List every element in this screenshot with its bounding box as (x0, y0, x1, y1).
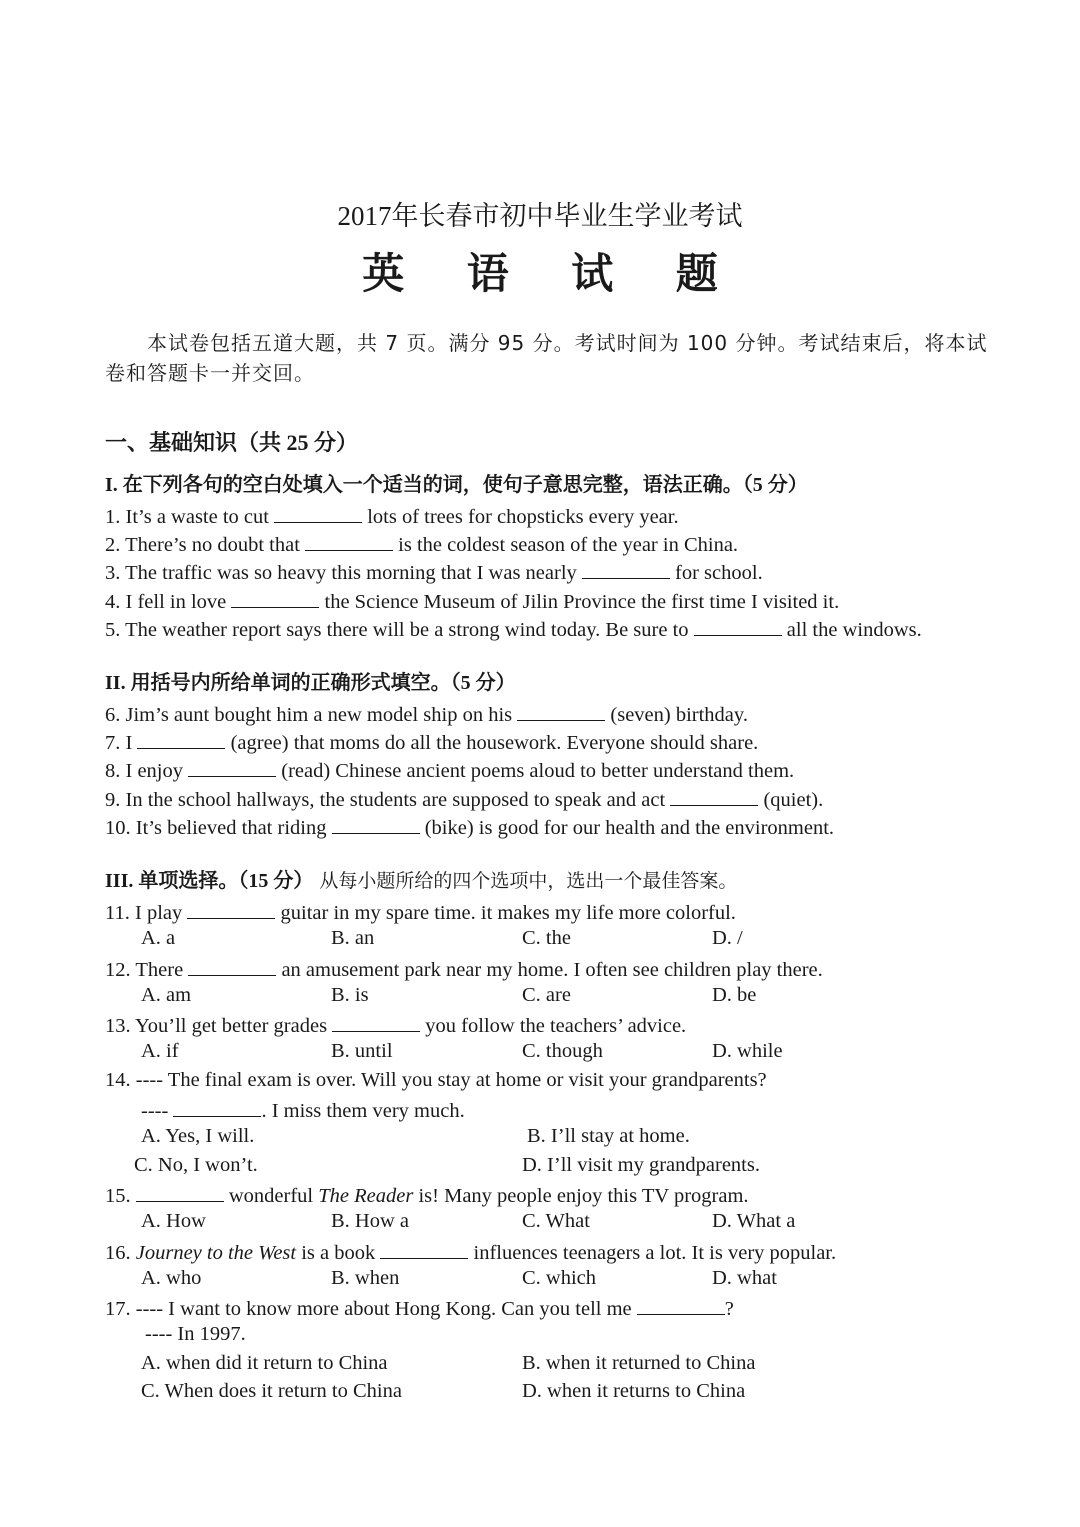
option-14-c[interactable]: C. No, I won’t. (134, 1154, 258, 1176)
option-12-d[interactable]: D. be (712, 984, 757, 1006)
option-15-a[interactable]: A. How (141, 1210, 206, 1232)
answer-blank[interactable] (670, 787, 758, 806)
question-14: 14. ---- The final exam is over. Will you stay at home or visit your grandparents? (105, 1069, 767, 1091)
answer-blank[interactable] (332, 1013, 420, 1032)
question-6: 6. Jim’s aunt bought him a new model ship on his (seven) birthday. (105, 704, 748, 726)
option-13-d[interactable]: D. while (712, 1040, 783, 1062)
option-17-c[interactable]: C. When does it return to China (141, 1380, 402, 1402)
exam-title: 2017年长春市初中毕业生学业考试 (337, 201, 743, 231)
answer-blank[interactable] (517, 702, 605, 721)
question-13: 13. You’ll get better grades you follow the teachers’ advice. (105, 1015, 687, 1037)
answer-blank[interactable] (188, 758, 276, 777)
question-12: 12. There an amusement park near my home. I often see children play there. (105, 959, 823, 981)
option-14-d[interactable]: D. I’ll visit my grandparents. (522, 1154, 760, 1176)
question-2: 2. There’s no doubt that is the coldest season of the year in China. (105, 534, 739, 556)
question-1: 1. It’s a waste to cut lots of trees for chopsticks every year. (105, 506, 679, 528)
answer-blank[interactable] (231, 589, 319, 608)
answer-blank[interactable] (380, 1240, 468, 1259)
question-17-reply: ---- In 1997. (145, 1323, 246, 1345)
option-11-d[interactable]: D. / (712, 927, 743, 949)
option-15-b[interactable]: B. How a (331, 1210, 410, 1232)
option-12-c[interactable]: C. are (522, 984, 571, 1006)
subject-title: 英 语 试 题 (362, 252, 744, 298)
part-1-heading: I. 在下列各句的空白处填入一个适当的词，使句子意思完整，语法正确。（5 分） (105, 474, 808, 496)
question-7: 7. I (agree) that moms do all the housework. Everyone should share. (105, 732, 759, 754)
question-3: 3. The traffic was so heavy this morning that I was nearly for school. (105, 562, 763, 584)
option-14-b[interactable]: B. I’ll stay at home. (527, 1125, 690, 1147)
option-16-a[interactable]: A. who (141, 1267, 202, 1289)
option-15-c[interactable]: C. What (522, 1210, 590, 1232)
answer-blank[interactable] (274, 504, 362, 523)
option-17-a[interactable]: A. when did it return to China (141, 1352, 388, 1374)
answer-blank[interactable] (637, 1296, 725, 1315)
option-17-b[interactable]: B. when it returned to China (522, 1352, 756, 1374)
intro-line-2: 卷和答题卡一并交回。 (105, 361, 315, 385)
answer-blank[interactable] (173, 1098, 261, 1117)
option-14-a[interactable]: A. Yes, I will. (141, 1125, 255, 1147)
option-11-c[interactable]: C. the (522, 927, 571, 949)
question-17: 17. ---- I want to know more about Hong Kong. Can you tell me ? (105, 1298, 734, 1320)
option-13-a[interactable]: A. if (141, 1040, 179, 1062)
question-9: 9. In the school hallways, the students are supposed to speak and act (quiet). (105, 789, 824, 811)
question-11: 11. I play guitar in my spare time. it makes my life more colorful. (105, 902, 736, 924)
answer-blank[interactable] (305, 532, 393, 551)
option-13-b[interactable]: B. until (331, 1040, 393, 1062)
answer-blank[interactable] (582, 560, 670, 579)
answer-blank[interactable] (187, 900, 275, 919)
option-15-d[interactable]: D. What a (712, 1210, 796, 1232)
part-2-heading: II. 用括号内所给单词的正确形式填空。（5 分） (105, 672, 516, 694)
question-5: 5. The weather report says there will be a strong wind today. Be sure to all the windows. (105, 619, 922, 641)
answer-blank[interactable] (137, 730, 225, 749)
answer-blank[interactable] (332, 815, 420, 834)
question-10: 10. It’s believed that riding (bike) is good for our health and the environment. (105, 817, 835, 839)
option-11-b[interactable]: B. an (331, 927, 375, 949)
answer-blank[interactable] (188, 957, 276, 976)
option-12-b[interactable]: B. is (331, 984, 369, 1006)
answer-blank[interactable] (136, 1183, 224, 1202)
option-11-a[interactable]: A. a (141, 927, 176, 949)
question-15: 15. wonderful The Reader is! Many people enjoy this TV program. (105, 1185, 749, 1207)
option-16-b[interactable]: B. when (331, 1267, 400, 1289)
question-16: 16. Journey to the West is a book influences teenagers a lot. It is very popular. (105, 1242, 837, 1264)
answer-blank[interactable] (694, 617, 782, 636)
question-8: 8. I enjoy (read) Chinese ancient poems aloud to better understand them. (105, 760, 795, 782)
option-16-c[interactable]: C. which (522, 1267, 597, 1289)
option-16-d[interactable]: D. what (712, 1267, 777, 1289)
part-3-heading: III. 单项选择。（15 分） 从每小题所给的四个选项中，选出一个最佳答案。 (105, 870, 738, 892)
intro-line-1: 本试卷包括五道大题，共 7 页。满分 95 分。考试时间为 100 分钟。考试结束后，将本试 (147, 331, 988, 355)
question-14-reply: ---- . I miss them very much. (141, 1100, 465, 1122)
question-4: 4. I fell in love the Science Museum of Jilin Province the first time I visited it. (105, 591, 840, 613)
section-1-heading: 一、基础知识（共 25 分） (105, 430, 359, 455)
option-17-d[interactable]: D. when it returns to China (522, 1380, 746, 1402)
option-13-c[interactable]: C. though (522, 1040, 603, 1062)
option-12-a[interactable]: A. am (141, 984, 192, 1006)
